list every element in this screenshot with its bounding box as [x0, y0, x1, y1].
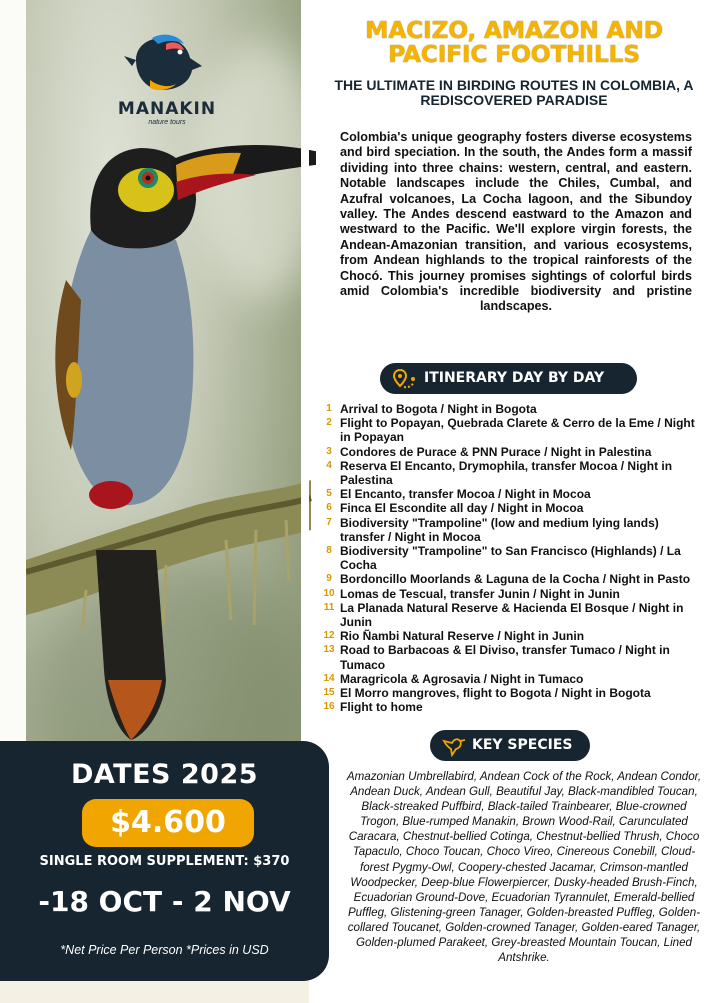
bird-logo-icon [122, 30, 212, 92]
day-text: Arrival to Bogota / Night in Bogota [340, 402, 537, 416]
itinerary-day [322, 501, 702, 515]
day-number: 7 [326, 516, 332, 528]
day-text: Maragricola & Agrosavia / Night in Tumaco [340, 671, 584, 686]
itinerary-day [322, 572, 702, 586]
itinerary-heading [380, 363, 637, 394]
page-subtitle: THE ULTIMATE IN BIRDING ROUTES IN COLOMBIA, A REDISCOVERED PARADISE [334, 77, 694, 108]
itinerary-day [322, 672, 702, 686]
itinerary-day [322, 601, 702, 629]
date-range: -18 OCT - 2 NOV [38, 885, 291, 918]
day-text: Biodiversity "Trampoline" (low and medium lying lands) transfer / Night in Mocoa [340, 515, 659, 544]
day-number: 16 [323, 701, 335, 713]
day-text: Flight to home [340, 700, 423, 715]
day-number: 10 [323, 587, 335, 599]
itinerary-day [322, 686, 702, 700]
species-list: Amazonian Umbrellabird, Andean Cock of the Rock, Andean Condor, Andean Duck, Andean Gull, Beautiful Jay, Black-mandibled Toucan, Black-streaked Puffbird, Black-tailed Trainbearer, Blue-crowned Trogon, Blue-rumped Manakin, Brown Wood-Rail, Carunculated Caracara, Chestnut-bellied Cotinga, Chestnut-bellied Thrush, Choco Tapaculo, Choco Toucan, Choco Vireo, Cinereous Conebill, Cloud-forest Pygmy-Owl, Coopery-chested Jacamar, Crimson-mantled Woodpecker, Deep-blue Flowerpiercer, Dusky-headed Brush-Finch, Ecuadorian Ground-Dove, Ecuadorian Tyrannulet, Emerald-bellied Puffleg, Glistening-green Tanager, Golden-breasted Puffleg, Golden-collared Toucanet, Golden-crowned Tanager, Golden-eared Tanager, Golden-plumed Parakeet, Grey-breasted Mountain Toucan, Lined Antshrike. [346, 770, 702, 965]
day-text: Reserva El Encanto, Drymophila, transfer Mocoa / Night in Palestina [340, 458, 673, 488]
itinerary-heading-label: ITINERARY DAY BY DAY [424, 370, 605, 386]
day-number: 13 [323, 644, 335, 656]
itinerary-day [322, 459, 702, 487]
itinerary-day [322, 416, 702, 444]
itinerary-day [322, 643, 702, 671]
dates-panel [0, 741, 329, 981]
day-number: 14 [323, 672, 335, 684]
price-note: *Net Price Per Person *Prices in USD [60, 943, 269, 957]
day-text: Bordoncillo Moorlands & Laguna de la Cocha / Night in Pasto [340, 572, 691, 587]
page-title: MACIZO, AMAZON AND PACIFIC FOOTHILLS [365, 16, 663, 68]
day-text: Lomas de Tescual, transfer Junin / Night in Junin [340, 586, 620, 601]
day-number: 2 [326, 417, 332, 429]
single-supplement: SINGLE ROOM SUPPLEMENT: $370 [39, 854, 290, 869]
itinerary-day [322, 516, 702, 544]
species-heading [430, 730, 590, 761]
day-text: El Encanto, transfer Mocoa / Night in Mocoa [340, 487, 591, 502]
intro-paragraph: Colombia's unique geography fosters diverse ecosystems and bird speciation. In the south, the Andes form a massif dividing into three chains: western, central, and eastern. Notable landscapes include the Chiles, Cumbal, and Azufral volcanoes, La Cocha lagoon, and the Sibundoy valley. The Andes descend eastward to the Amazon and westward to the Pacific. We'll explore virgin forests, the Andean-Amazonian transition, and various ecosystems, from Andean highlands to the tropical rainforests of the Chocó. This journey promises sightings of colorful birds amid Colombia's incredible biodiversity and pristine landscapes. [340, 130, 692, 314]
day-text: La Planada Natural Reserve & Hacienda El Bosque / Night in Junin [340, 600, 684, 630]
day-number: 6 [326, 502, 332, 514]
itinerary-day [322, 629, 702, 643]
day-number: 1 [326, 403, 332, 414]
day-number: 9 [326, 573, 332, 585]
day-text: Road to Barbacoas & El Diviso, transfer Tumaco / Night in Tumaco [340, 643, 670, 672]
day-number: 4 [326, 459, 332, 471]
price-badge: $4.600 [82, 799, 254, 847]
toucan-illustration [26, 120, 316, 760]
itinerary-day [322, 544, 702, 572]
day-text: Condores de Purace & PNN Purace / Night in Palestina [340, 444, 652, 459]
hummingbird-icon [442, 735, 466, 757]
day-text: Finca El Escondite all day / Night in Mocoa [340, 501, 584, 516]
day-text: El Morro mangroves, flight to Bogota / Night in Bogota [340, 686, 651, 701]
brand-name: MANAKIN [117, 99, 217, 119]
day-text: Rio Ñambi Natural Reserve / Night in Junin [340, 629, 585, 644]
day-number: 5 [326, 488, 332, 500]
species-heading-label: KEY SPECIES [472, 737, 573, 753]
map-pin-icon [392, 368, 416, 390]
day-text: Biodiversity "Trampoline" to San Francisco (Highlands) / La Cocha [340, 544, 681, 573]
day-number: 3 [326, 445, 332, 457]
day-number: 15 [323, 687, 335, 699]
brand-tagline: nature tours [148, 119, 186, 126]
day-text: Flight to Popayan, Quebrada Clarete & Cerro de la Eme / Night in Popayan [340, 416, 695, 445]
itinerary-day [322, 487, 702, 501]
bottom-strip [0, 981, 309, 1003]
itinerary-day [322, 700, 702, 714]
itinerary-list [322, 402, 702, 714]
itinerary-day [322, 402, 702, 416]
dates-title: DATES 2025 [70, 759, 259, 790]
day-number: 8 [326, 545, 332, 557]
itinerary-day [322, 587, 702, 601]
day-number: 11 [323, 601, 335, 613]
manakin-logo [112, 30, 222, 126]
itinerary-day [322, 445, 702, 459]
day-number: 12 [323, 630, 335, 642]
